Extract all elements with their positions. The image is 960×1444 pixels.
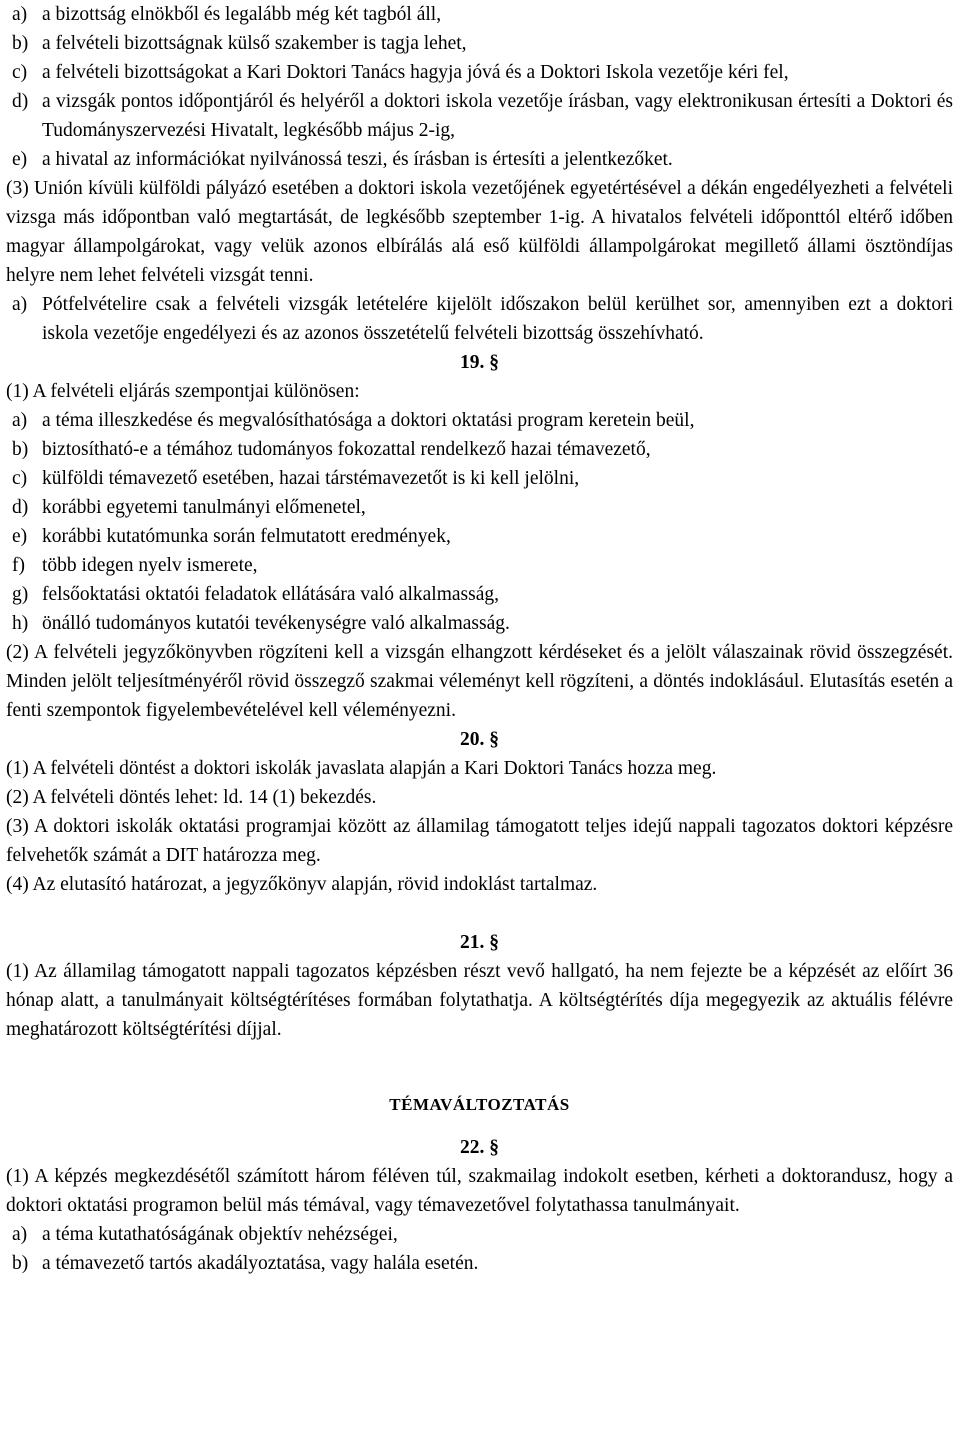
list-item: a) Pótfelvételire csak a felvételi vizsgák letételére kijelölt időszakon belül kerülhet sor, amennyiben ezt a doktori iskola vezetője engedélyezi és az azonos összetételű felvételi bizottság összehívható.	[12, 294, 953, 344]
paragraph: (4) Az elutasító határozat, a jegyzőkönyv alapján, rövid indoklást tartalmaz.	[6, 874, 598, 895]
list-item: a) a téma illeszkedése és megvalósíthatósága a doktori oktatási program keretein beül,	[12, 410, 695, 431]
top-list	[6, 0, 953, 174]
list-item: f) több idegen nyelv ismerete,	[12, 555, 258, 576]
list-item: c) a felvételi bizottságokat a Kari Doktori Tanács hagyja jóvá és a Doktori Iskola vezetője kéri fel,	[12, 62, 789, 83]
paragraph: (1) A felvételi döntést a doktori iskolák javaslata alapján a Kari Doktori Tanács hozza meg.	[6, 758, 717, 779]
spacer	[6, 1044, 953, 1090]
list-item: c) külföldi témavezető esetében, hazai társtémavezetőt is ki kell jelölni,	[12, 468, 580, 489]
chapter-heading: TÉMAVÁLTOZTATÁS	[389, 1095, 570, 1114]
list-item: d) a vizsgák pontos időpontjáról és helyéről a doktori iskola vezetője írásban, vagy elektronikusan értesíti a Doktori és Tudományszervezési Hivatalt, legkésőbb május 2-ig,	[12, 91, 953, 141]
list-item: b) biztosítható-e a témához tudományos fokozattal rendelkező hazai témavezető,	[12, 439, 651, 460]
paragraph: (2) A felvételi jegyzőkönyvben rögzíteni kell a vizsgán elhangzott kérdéseket és a jelölt válaszainak rövid összegzését. Minden jelölt teljesítményéről rövid összegző szakmai véleményt kell rögzíteni, a döntés indoklásául. Elutasítás esetén a fenti szempontok figyelembevételével kell véleményezni.	[6, 642, 953, 721]
section-title-19: 19. §	[460, 352, 499, 373]
list-item: e) korábbi kutatómunka során felmutatott eredmények,	[12, 526, 451, 547]
paragraph: (3) Unión kívüli külföldi pályázó esetében a doktori iskola vezetőjének egyetértésével a dékán engedélyezheti a felvételi vizsga más időpontban való megtartását, de legkésőbb szeptember 1-ig. A hivatalos felvételi időponttól eltérő időben magyar állampolgárokat, vagy velük azonos elbírálás alá eső külföldi állampolgárokat megillető állami ösztöndíjas helyre nem lehet felvételi vizsgát tenni.	[6, 178, 953, 286]
list-item: a) a bizottság elnökből és legalább még két tagból áll,	[12, 4, 442, 25]
section-title-21: 21. §	[460, 932, 499, 953]
list-item: b) a felvételi bizottságnak külső szakember is tagja lehet,	[12, 33, 467, 54]
paragraph: (2) A felvételi döntés lehet: ld. 14 (1) bekezdés.	[6, 787, 377, 808]
section-title-22: 22. §	[460, 1137, 499, 1158]
list-item: e) a hivatal az információkat nyilvánossá teszi, és írásban is értesíti a jelentkezőket.	[12, 149, 673, 170]
paragraph: (3) A doktori iskolák oktatási programjai között az államilag támogatott teljes idejű nappali tagozatos doktori képzésre felvehetők számát a DIT határozza meg.	[6, 816, 953, 866]
spacer	[6, 1119, 953, 1133]
list-item: b) a témavezető tartós akadályoztatása, vagy halála esetén.	[12, 1253, 479, 1274]
paragraph: (1) Az államilag támogatott nappali tagozatos képzésben részt vevő hallgató, ha nem fejezte be a képzését az előírt 36 hónap alatt, a tanulmányait költségtérítéses formában folytathatja. A költségtérítés díja megegyezik az aktuális félévre meghatározott költségtérítési díjjal.	[6, 961, 953, 1040]
list-item: h) önálló tudományos kutatói tevékenységre való alkalmasság.	[12, 613, 510, 634]
paragraph: (1) A képzés megkezdésétől számított három féléven túl, szakmailag indokolt esetben, kérheti a doktorandusz, hogy a doktori oktatási programon belül más témával, vagy témavezetővel folytathassa tanulmányait.	[6, 1166, 953, 1216]
list-item: d) korábbi egyetemi tanulmányi előmenetel,	[12, 497, 366, 518]
list-item: g) felsőoktatási oktatói feladatok ellátására való alkalmasság,	[12, 584, 499, 605]
section-title-20: 20. §	[460, 729, 499, 750]
spacer	[6, 899, 953, 928]
paragraph: (1) A felvételi eljárás szempontjai különösen:	[6, 381, 360, 402]
criteria-list	[6, 406, 953, 638]
list-item: a) a téma kutathatóságának objektív nehézségei,	[12, 1224, 398, 1245]
